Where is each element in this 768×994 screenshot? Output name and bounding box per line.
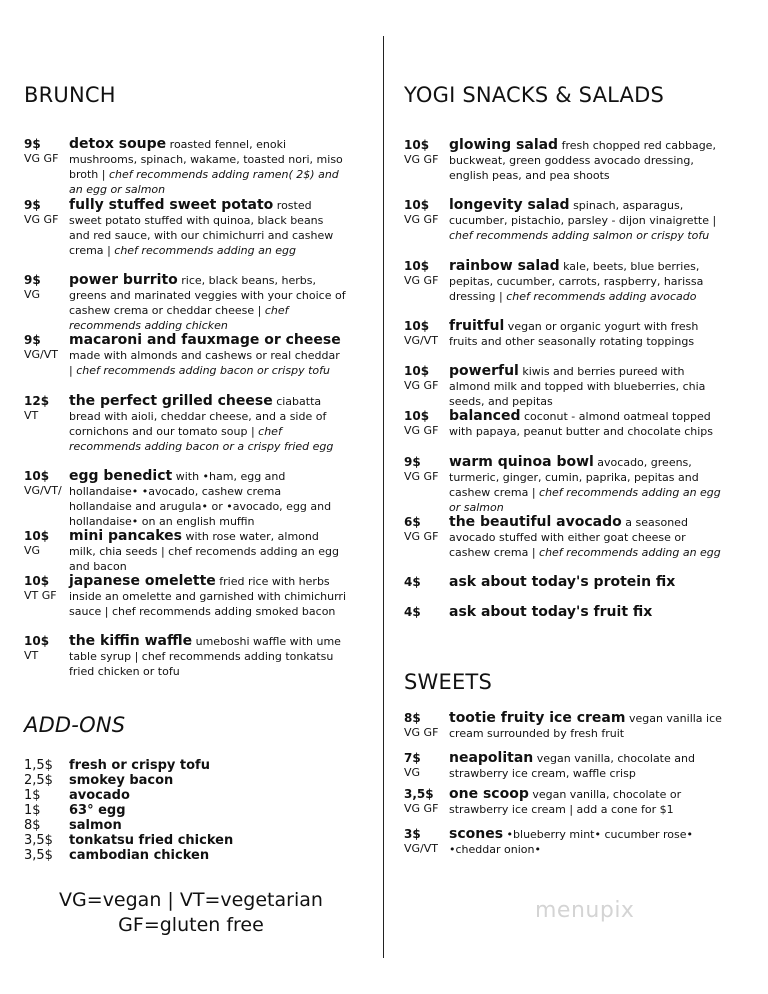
addon-row bbox=[24, 818, 233, 833]
item-name: powerful bbox=[449, 363, 519, 379]
item-description: avocado, greens, turmeric, ginger, cumin, paprika, pepitas and cashew crema bbox=[449, 456, 699, 499]
item-body bbox=[69, 394, 346, 454]
menu-item bbox=[404, 259, 726, 304]
item-name: japanese omelette bbox=[69, 573, 216, 589]
item-name: rainbow salad bbox=[449, 258, 560, 274]
legend-line-2: GF=gluten free bbox=[118, 914, 264, 936]
item-body bbox=[69, 137, 346, 197]
item-price: 10$ bbox=[24, 469, 50, 483]
item-description: umeboshi waffle with ume table syrup | chef recommends adding tonkatsu fried chicken or tofu bbox=[69, 635, 341, 678]
item-body bbox=[449, 138, 726, 183]
chef-recommendation: | chef recommends adding salmon or crispy tofu bbox=[449, 214, 717, 242]
item-description: fried rice with herbs inside an omelette and garnished with chimichurri sauce | chef recommends adding smoked bacon bbox=[69, 575, 346, 618]
item-name: the kiffin waffle bbox=[69, 633, 193, 649]
addon-name: cambodian chicken bbox=[69, 848, 210, 863]
chef-recommendation: | chef recommends adding avocado bbox=[499, 290, 697, 303]
chef-recommendation: | chef recommends adding an egg or salmon bbox=[449, 486, 721, 514]
item-body bbox=[449, 364, 726, 409]
menu-item bbox=[24, 529, 346, 574]
item-diet-tags: VT bbox=[24, 409, 39, 422]
menu-item bbox=[404, 575, 726, 590]
item-description: with •ham, egg and hollandaise• •avocado, cashew crema hollandaise and arugula• or •avocado, egg and hollandaise• on an english muffin bbox=[69, 470, 332, 528]
item-name: ask about today's protein fix bbox=[449, 574, 676, 590]
item-name: the perfect grilled cheese bbox=[69, 393, 273, 409]
menu-item bbox=[24, 574, 346, 619]
item-description: •blueberry mint• cucumber rose• •cheddar onion• bbox=[449, 828, 693, 856]
item-price: 10$ bbox=[404, 409, 430, 423]
addon-price: 1,5$ bbox=[24, 758, 53, 773]
item-name: detox soupe bbox=[69, 136, 167, 152]
item-body bbox=[69, 469, 346, 529]
item-price: 3$ bbox=[404, 827, 421, 841]
item-name: warm quinoa bowl bbox=[449, 454, 594, 470]
item-name: neapolitan bbox=[449, 750, 534, 766]
item-body bbox=[449, 751, 726, 781]
item-price: 10$ bbox=[404, 364, 430, 378]
item-body bbox=[449, 711, 726, 741]
item-body bbox=[449, 259, 726, 304]
item-diet-tags: VG GF bbox=[404, 153, 439, 166]
addon-row bbox=[24, 803, 233, 818]
item-name: tootie fruity ice cream bbox=[449, 710, 626, 726]
item-diet-tags: VG bbox=[24, 288, 41, 301]
item-price: 9$ bbox=[24, 137, 41, 151]
item-name: fully stuffed sweet potato bbox=[69, 197, 274, 213]
item-name: the beautiful avocado bbox=[449, 514, 622, 530]
item-body bbox=[449, 198, 726, 243]
item-body bbox=[449, 409, 726, 439]
item-diet-tags: VG GF bbox=[404, 726, 439, 739]
item-diet-tags: VG/VT bbox=[24, 348, 58, 361]
menu-item bbox=[24, 469, 346, 529]
item-price: 10$ bbox=[404, 138, 430, 152]
sweets-heading: SWEETS bbox=[404, 670, 492, 694]
item-name: ask about today's fruit fix bbox=[449, 604, 653, 620]
addon-name: tonkatsu fried chicken bbox=[69, 833, 234, 848]
item-description: kiwis and berries pureed with almond milk and topped with blueberries, chia seeds, and pepitas bbox=[449, 365, 706, 408]
item-price: 10$ bbox=[24, 634, 50, 648]
item-description: roasted fennel, enoki mushrooms, spinach, wakame, toasted nori, miso broth bbox=[69, 138, 343, 181]
addon-price: 1$ bbox=[24, 788, 41, 803]
menu-item bbox=[404, 711, 726, 741]
item-diet-tags: VG GF bbox=[24, 213, 59, 226]
item-diet-tags: VT bbox=[24, 649, 39, 662]
menu-item bbox=[404, 605, 726, 620]
item-body bbox=[449, 319, 726, 349]
item-description: kale, beets, blue berries, pepitas, cucumber, carrots, raspberry, harissa dressing bbox=[449, 260, 704, 303]
item-body bbox=[69, 574, 346, 619]
item-diet-tags: VG GF bbox=[404, 379, 439, 392]
item-name: balanced bbox=[449, 408, 521, 424]
item-price: 8$ bbox=[404, 711, 421, 725]
menu-item bbox=[404, 455, 726, 515]
item-body bbox=[69, 198, 346, 258]
item-name: power burrito bbox=[69, 272, 178, 288]
item-description: vegan vanilla, chocolate and strawberry ice cream, waffle crisp bbox=[449, 752, 695, 780]
item-body bbox=[69, 634, 346, 679]
item-price: 10$ bbox=[404, 259, 430, 273]
item-description: a seasoned avocado stuffed with either goat cheese or cashew crema bbox=[449, 516, 688, 559]
item-diet-tags: VG GF bbox=[404, 424, 439, 437]
addon-price: 8$ bbox=[24, 818, 41, 833]
item-diet-tags: VG/VT/ bbox=[24, 484, 62, 497]
item-name: egg benedict bbox=[69, 468, 173, 484]
addon-row bbox=[24, 833, 233, 848]
item-diet-tags: VG GF bbox=[24, 152, 59, 165]
menu-item bbox=[404, 787, 726, 817]
menu-item bbox=[404, 319, 726, 349]
menu-item bbox=[404, 198, 726, 243]
item-price: 7$ bbox=[404, 751, 421, 765]
watermark-logo: menupix bbox=[535, 898, 635, 923]
addon-name: salmon bbox=[69, 818, 122, 833]
item-price: 12$ bbox=[24, 394, 50, 408]
menu-item bbox=[24, 137, 346, 197]
menu-item bbox=[404, 364, 726, 409]
item-body bbox=[449, 575, 726, 590]
chef-recommendation: | chef recommends adding an egg bbox=[107, 244, 297, 257]
addon-row bbox=[24, 848, 233, 863]
item-body bbox=[449, 827, 726, 857]
item-description: ciabatta bread with aioli, cheddar cheese, and a side of cornichons and our tomato soup bbox=[69, 395, 327, 438]
item-body bbox=[69, 333, 346, 378]
item-name: one scoop bbox=[449, 786, 529, 802]
yogi-heading: YOGI SNACKS & SALADS bbox=[404, 83, 665, 107]
item-description: vegan vanilla ice cream surrounded by fresh fruit bbox=[449, 712, 722, 740]
menu-item bbox=[24, 634, 346, 679]
addon-name: 63° egg bbox=[69, 803, 126, 818]
item-price: 10$ bbox=[24, 529, 50, 543]
diet-legend bbox=[24, 888, 358, 938]
addon-price: 2,5$ bbox=[24, 773, 53, 788]
addon-row bbox=[24, 773, 233, 788]
chef-recommendation: | chef recommends adding an egg bbox=[531, 546, 721, 559]
item-price: 10$ bbox=[404, 198, 430, 212]
item-description: rice, black beans, herbs, greens and marinated veggies with your choice of cashew crema or cheddar cheese bbox=[69, 274, 346, 317]
item-diet-tags: VG bbox=[404, 766, 421, 779]
item-diet-tags: VG bbox=[24, 544, 41, 557]
brunch-heading: BRUNCH bbox=[24, 83, 116, 107]
item-diet-tags: VG GF bbox=[404, 470, 439, 483]
item-price: 9$ bbox=[404, 455, 421, 469]
item-price: 10$ bbox=[24, 574, 50, 588]
item-diet-tags: VG GF bbox=[404, 802, 439, 815]
menu-item bbox=[404, 515, 726, 560]
item-body bbox=[449, 787, 726, 817]
item-description: vegan vanilla, chocolate or strawberry ice cream | add a cone for $1 bbox=[449, 788, 682, 816]
addon-price: 3,5$ bbox=[24, 833, 53, 848]
addon-price: 1$ bbox=[24, 803, 41, 818]
menu-item bbox=[24, 394, 346, 454]
item-name: glowing salad bbox=[449, 137, 559, 153]
item-diet-tags: VG GF bbox=[404, 530, 439, 543]
item-diet-tags: VG GF bbox=[404, 213, 439, 226]
item-description: vegan or organic yogurt with fresh fruits and other seasonally rotating toppings bbox=[449, 320, 699, 348]
item-name: scones bbox=[449, 826, 504, 842]
addon-name: smokey bacon bbox=[69, 773, 174, 788]
addon-name: fresh or crispy tofu bbox=[69, 758, 210, 773]
item-price: 4$ bbox=[404, 605, 421, 619]
menu-item bbox=[404, 751, 726, 781]
item-body bbox=[69, 273, 346, 333]
item-description: made with almonds and cashews or real cheddar bbox=[69, 349, 340, 362]
addon-row bbox=[24, 758, 233, 773]
item-diet-tags: VT GF bbox=[24, 589, 57, 602]
item-price: 4$ bbox=[404, 575, 421, 589]
item-diet-tags: VG/VT bbox=[404, 842, 438, 855]
chef-recommendation: | chef recommends adding bacon or crispy tofu bbox=[69, 364, 330, 377]
item-body bbox=[449, 515, 726, 560]
addons-list bbox=[24, 758, 233, 863]
menu-item bbox=[404, 138, 726, 183]
addons-heading: ADD-ONS bbox=[24, 713, 126, 737]
item-description: rosted sweet potato stuffed with quinoa, black beans and red sauce, with our chimichurri and cashew crema bbox=[69, 199, 334, 257]
item-price: 3,5$ bbox=[404, 787, 434, 801]
item-price: 9$ bbox=[24, 333, 41, 347]
item-body bbox=[69, 529, 346, 574]
addon-price: 3,5$ bbox=[24, 848, 53, 863]
item-description: spinach, asparagus, cucumber, pistachio, parsley - dijon vinaigrette bbox=[449, 199, 713, 227]
item-price: 9$ bbox=[24, 198, 41, 212]
column-divider bbox=[383, 36, 384, 958]
item-name: mini pancakes bbox=[69, 528, 182, 544]
chef-recommendation: | chef recommends adding ramen( 2$) and an egg or salmon bbox=[69, 168, 339, 196]
item-price: 9$ bbox=[24, 273, 41, 287]
menu-item bbox=[404, 409, 726, 439]
chef-recommendation: | chef recommends adding bacon or a crispy fried egg bbox=[69, 425, 334, 453]
item-description: coconut - almond oatmeal topped with papaya, peanut butter and chocolate chips bbox=[449, 410, 714, 438]
item-description: fresh chopped red cabbage, buckweat, green goddess avocado dressing, english peas, and pea shoots bbox=[449, 139, 716, 182]
item-name: fruitful bbox=[449, 318, 505, 334]
item-price: 10$ bbox=[404, 319, 430, 333]
chef-recommendation: | chef recommends adding chicken bbox=[69, 304, 289, 332]
item-diet-tags: VG/VT bbox=[404, 334, 438, 347]
addon-row bbox=[24, 788, 233, 803]
item-name: longevity salad bbox=[449, 197, 570, 213]
item-name: macaroni and fauxmage or cheese bbox=[69, 332, 341, 348]
item-body bbox=[449, 455, 726, 515]
item-diet-tags: VG GF bbox=[404, 274, 439, 287]
menu-item bbox=[24, 333, 346, 378]
item-body bbox=[449, 605, 726, 620]
addon-name: avocado bbox=[69, 788, 130, 803]
legend-line-1: VG=vegan | VT=vegetarian bbox=[59, 889, 323, 911]
menu-item bbox=[24, 273, 346, 333]
menu-item bbox=[24, 198, 346, 258]
menu-item bbox=[404, 827, 726, 857]
item-price: 6$ bbox=[404, 515, 421, 529]
item-description: with rose water, almond milk, chia seeds | chef recomends adding an egg and bacon bbox=[69, 530, 339, 573]
